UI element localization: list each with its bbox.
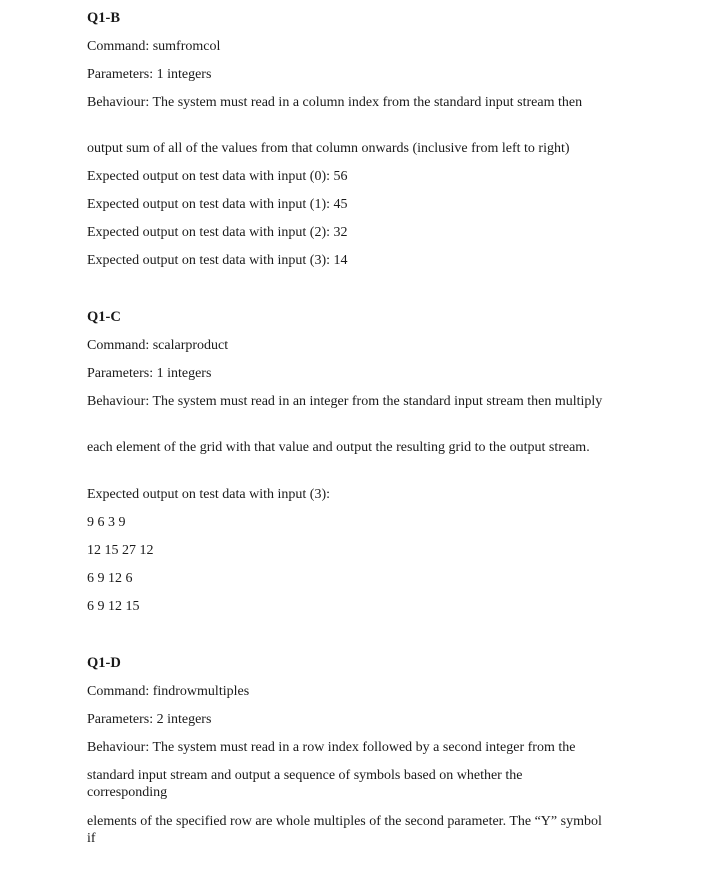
q1-c-command: Command: scalarproduct [87, 338, 229, 353]
q1-b-expected-3: Expected output on test data with input (3): 14 [87, 253, 348, 268]
q1-d-parameters: Parameters: 2 integers [87, 712, 212, 727]
q1-b-parameters: Parameters: 1 integers [87, 67, 212, 82]
q1-d-behaviour-line-3: elements of the specified row are whole multiples of the second parameter. The “Y” symbol if [87, 814, 602, 846]
q1-c-expected-label: Expected output on test data with input (3): [87, 487, 331, 502]
q1-b-behaviour-line-1: Behaviour: The system must read in a column index from the standard input stream then [87, 95, 583, 110]
section-heading-q1-b: Q1-B [87, 10, 121, 26]
section-heading-q1-c: Q1-C [87, 309, 121, 325]
q1-b-expected-1: Expected output on test data with input (1): 45 [87, 197, 348, 212]
q1-c-grid-row-2: 12 15 27 12 [87, 543, 154, 558]
q1-c-grid-row-3: 6 9 12 6 [87, 571, 133, 586]
q1-b-behaviour-line-2: output sum of all of the values from that column onwards (inclusive from left to right) [87, 141, 570, 156]
q1-b-expected-0: Expected output on test data with input (0): 56 [87, 169, 348, 184]
q1-c-parameters: Parameters: 1 integers [87, 366, 212, 381]
q1-c-behaviour-line-1: Behaviour: The system must read in an integer from the standard input stream then multiply [87, 394, 603, 409]
q1-c-behaviour-line-2: each element of the grid with that value and output the resulting grid to the output stream. [87, 440, 590, 455]
q1-b-command: Command: sumfromcol [87, 39, 221, 54]
q1-c-grid-row-4: 6 9 12 15 [87, 599, 140, 614]
q1-d-command: Command: findrowmultiples [87, 684, 250, 699]
q1-c-grid-row-1: 9 6 3 9 [87, 515, 126, 530]
q1-d-behaviour-line-1: Behaviour: The system must read in a row index followed by a second integer from the [87, 740, 576, 755]
q1-b-expected-2: Expected output on test data with input (2): 32 [87, 225, 348, 240]
section-heading-q1-d: Q1-D [87, 655, 121, 671]
q1-d-behaviour-line-2: standard input stream and output a sequence of symbols based on whether the corresponding [87, 768, 523, 800]
